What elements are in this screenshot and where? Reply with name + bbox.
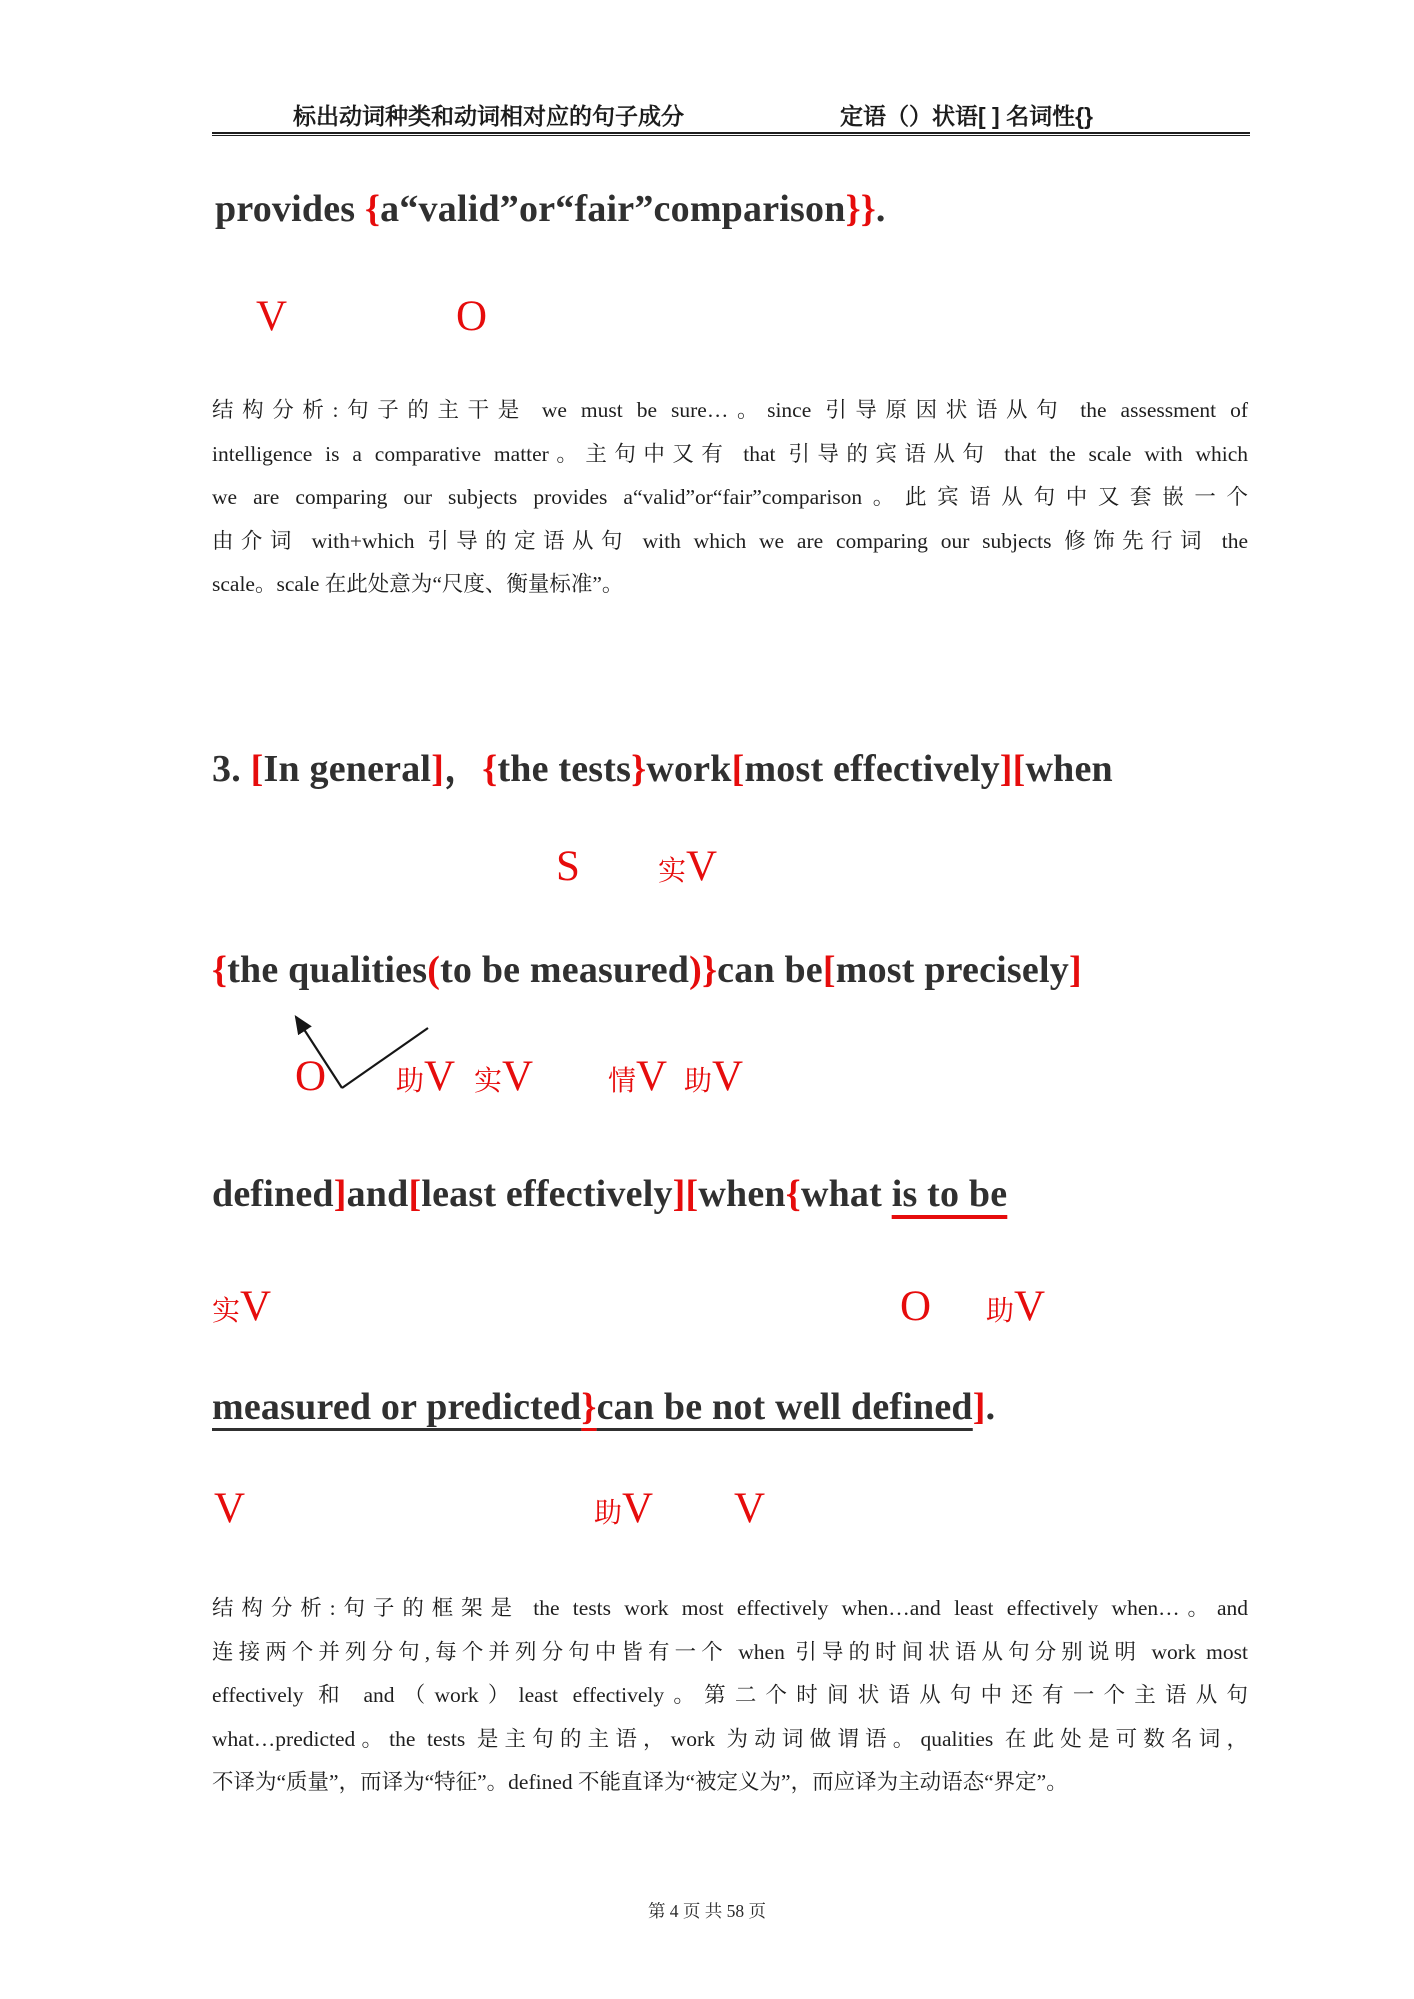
text-segment: { <box>212 949 228 991</box>
header-title: 标出动词种类和动词相对应的句子成分 <box>293 103 684 129</box>
text-segment: provides <box>215 188 365 230</box>
header-legend: 定语（）状语[ ] 名词性{} <box>840 103 1093 129</box>
text-segment: work <box>646 748 732 790</box>
text-segment: ] <box>333 1173 347 1215</box>
page-footer <box>0 1898 1414 1923</box>
paragraph-line: effectively 和 and（work）least effectively。第二个时间状语从句中还有一个主语从句 <box>212 1683 1248 1707</box>
text-segment: } <box>631 748 647 790</box>
text-segment: measured or predicted <box>212 1386 582 1428</box>
text-segment: . <box>985 1386 996 1428</box>
text-segment: { <box>364 188 381 230</box>
text-segment: [ <box>408 1173 422 1215</box>
text-segment: 3. <box>212 748 251 790</box>
text-segment: what <box>800 1173 892 1215</box>
text-segment: most precisely <box>835 949 1069 991</box>
page-number: 第 4 页 共 58 页 <box>647 1901 767 1921</box>
grammar-label-shi-v: 实V <box>658 843 718 890</box>
text-segment: and <box>346 1173 409 1215</box>
text-segment: )} <box>689 949 718 991</box>
text-segment: ] <box>431 748 445 790</box>
paragraph-line: 不译为“质量”，而译为“特征”。defined 不能直译为“被定义为”，而应译为主动语态“界定”。 <box>212 1770 1068 1794</box>
structure-analysis-s3 <box>212 1587 1248 1805</box>
paragraph-line: 连接两个并列分句,每个并列分句中皆有一个 when 引导的时间状语从句分别说明 work most <box>212 1639 1248 1664</box>
text-segment: the tests <box>497 748 632 790</box>
text-segment: . <box>875 188 886 230</box>
header-divider <box>212 132 1250 136</box>
text-segment: { <box>785 1173 801 1215</box>
paragraph-line: scale。scale 在此处意为“尺度、衡量标准”。 <box>212 572 624 596</box>
grammar-label-v: V <box>734 1485 766 1532</box>
grammar-label-o: O <box>900 1283 932 1330</box>
text-segment: [ <box>731 748 745 790</box>
grammar-label-shi-v: 实V <box>212 1283 272 1330</box>
text-segment: is to be <box>891 1173 1008 1215</box>
text-segment: ， <box>444 748 483 790</box>
sentence-3-line-1 <box>212 737 1113 792</box>
text-segment: } <box>581 1386 597 1428</box>
text-segment: a“valid”or“fair”comparison <box>380 188 846 230</box>
structure-analysis-s2 <box>212 389 1248 607</box>
text-segment: most effectively <box>744 748 1000 790</box>
sentence-3-line-3 <box>212 1172 1007 1216</box>
sentence-2-line <box>215 187 886 231</box>
text-segment: can be <box>717 949 823 991</box>
text-segment: { <box>482 748 498 790</box>
text-segment: can be not well defined <box>596 1386 973 1428</box>
grammar-label-qing-v: 情V <box>608 1053 668 1100</box>
sentence-3-line-4 <box>212 1385 995 1429</box>
text-segment: least effectively <box>421 1173 673 1215</box>
paragraph-line: 结构分析:句子的主干是 we must be sure…。since 引导原因状语从句 the assessment of <box>212 398 1248 422</box>
text-segment: defined <box>212 1173 334 1215</box>
text-segment: ( <box>427 949 441 991</box>
text-segment: ] <box>972 1386 986 1428</box>
text-segment: [ <box>250 748 264 790</box>
sentence-3-line-2 <box>212 948 1082 992</box>
text-segment: when <box>698 1173 786 1215</box>
grammar-label-shi-v: 实V <box>474 1053 534 1100</box>
grammar-label-o: O <box>456 293 488 340</box>
text-segment: ][ <box>999 748 1026 790</box>
text-segment: [ <box>822 949 836 991</box>
paragraph-line: 由介词 with+which 引导的定语从句 with which we are comparing our subjects 修饰先行词 the <box>212 528 1248 553</box>
grammar-label-zhu-v: 助V <box>396 1053 456 1100</box>
text-segment: ][ <box>672 1173 699 1215</box>
text-segment: to be measured <box>440 949 690 991</box>
text-segment: }} <box>845 188 876 230</box>
grammar-label-zhu-v: 助V <box>684 1053 744 1100</box>
grammar-label-v: V <box>256 293 288 340</box>
grammar-label-s: S <box>556 843 580 890</box>
text-segment: when <box>1025 748 1113 790</box>
grammar-label-v: V <box>214 1485 246 1532</box>
paragraph-line: intelligence is a comparative matter。主句中又有 that 引导的宾语从句 that the scale with which <box>212 441 1248 466</box>
grammar-label-zhu-v: 助V <box>986 1283 1046 1330</box>
text-segment: In general <box>263 748 432 790</box>
grammar-label-o: O <box>295 1053 327 1100</box>
paragraph-line: what…predicted。the tests 是主句的主语，work 为动词做谓语。qualities 在此处是可数名词， <box>212 1726 1248 1751</box>
paragraph-line: 结构分析:句子的框架是 the tests work most effectively when…and least effectively when…。and <box>212 1596 1248 1620</box>
paragraph-line: we are comparing our subjects provides a“valid”or“fair”comparison。此宾语从句中又套嵌一个 <box>212 485 1248 509</box>
grammar-label-zhu-v: 助V <box>594 1485 654 1532</box>
text-segment: the qualities <box>227 949 428 991</box>
text-segment: ] <box>1068 949 1082 991</box>
